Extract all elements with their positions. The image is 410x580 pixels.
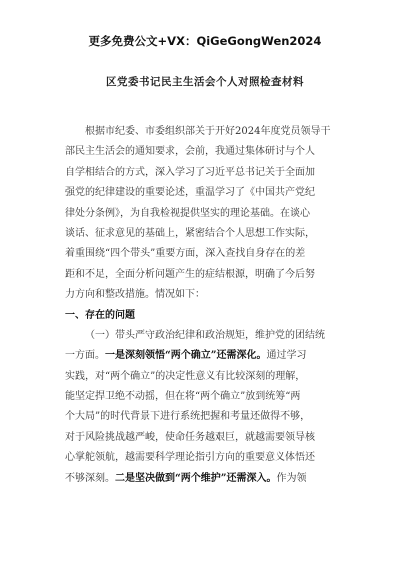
paragraph-line: 律处分条例》，为自我检视提供坚实的理论基础。在谈心	[65, 207, 310, 219]
paragraph-line: 根据市纪委、市委组织部关于开好2024年度党员领导干	[85, 126, 331, 137]
bold-point-1: 一是深刻领悟“两个确立”还需深化。	[105, 350, 267, 362]
paragraph-line: 对于风险挑战越严峻，使命任务越艰巨，就越需要领导核	[65, 431, 315, 443]
paragraph-line: 距和不足，全面分析问题产生的症结根源，明确了今后努	[65, 268, 315, 280]
document-body	[65, 122, 353, 489]
paragraph-line: 部民主生活会的通知要求，会前，我通过集体研讨与个人	[65, 146, 315, 158]
paragraph-line: 个大局”的时代背景下进行系统把握和考量还做得不够，	[65, 411, 311, 423]
subsection-heading: （一）带头严守政治纪律和政治规矩，维护党的团结统	[85, 329, 325, 341]
paragraph-line: 能坚定捍卫绝不动摇，但在将“两个确立”放到统筹“两	[65, 391, 301, 403]
text-run: 不够深刻。	[65, 472, 115, 484]
paragraph-line: 实践，对“两个确立”的决定性意义有比较深刻的理解，	[65, 370, 306, 382]
paragraph-line: 心掌舵领航，越需要科学理论指引方向的重要意义体悟还	[65, 452, 315, 464]
paragraph-line: 力方向和整改措施。情况如下：	[65, 289, 205, 301]
bold-point-2: 二是坚决做到“两个维护”还需深入。	[115, 472, 277, 484]
paragraph-line: 着重围绕“四个带头”重要方面，深入查找自身存在的差	[65, 248, 306, 260]
paragraph-line: 强党的纪律建设的重要论述，重温学习了《中国共产党纪	[65, 187, 315, 199]
text-run: 一方面。	[65, 350, 105, 362]
section-heading: 一、存在的问题	[65, 309, 135, 321]
text-run: 作为领	[276, 472, 307, 484]
paragraph-line	[65, 469, 353, 489]
document-title: 区党委书记民主生活会个人对照检查材料	[106, 76, 304, 88]
text-run: 通过学习	[266, 350, 307, 362]
paragraph-line	[65, 346, 353, 366]
watermark-header: 更多免费公文+VX：QiGeGongWen2024	[88, 34, 322, 48]
paragraph-line: 自学相结合的方式，深入学习了习近平总书记关于全面加	[65, 166, 315, 178]
paragraph-line: 谈话、征求意见的基础上，紧密结合个人思想工作实际，	[65, 227, 315, 239]
